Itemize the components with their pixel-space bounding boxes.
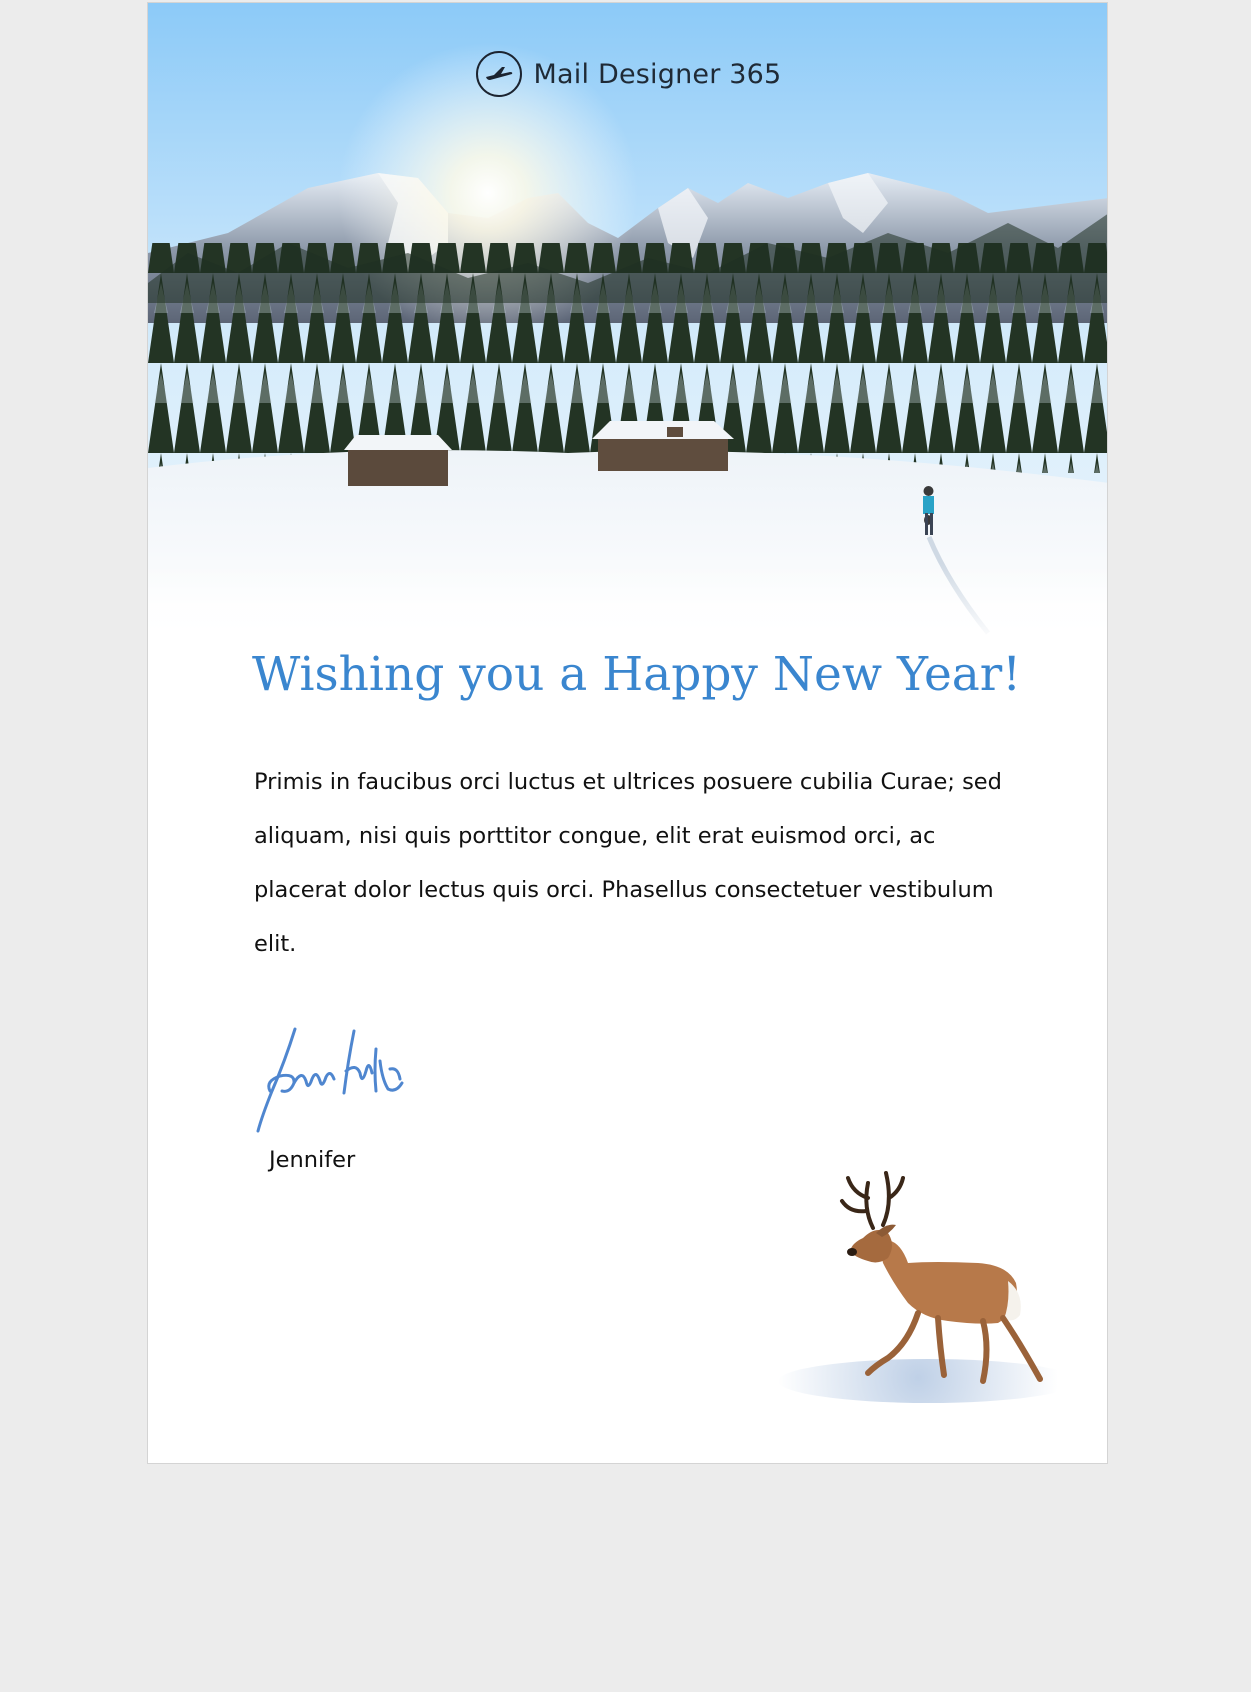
body-text: Primis in faucibus orci luctus et ultrices posuere cubilia Curae; sed aliquam, nisi quis porttitor congue, elit erat euismod orci, ac placerat dolor lectus quis orci. Phasellus consectetuer vestibulum elit.	[254, 769, 1002, 957]
hero-image	[148, 3, 1108, 643]
brand-header	[148, 51, 1108, 97]
signer-name: Jennifer	[269, 1147, 356, 1173]
email-card	[147, 2, 1108, 1464]
deer-in-snow-photo	[758, 1153, 1078, 1418]
brand-name: Mail Designer 365	[533, 58, 782, 90]
headline: Wishing you a Happy New Year!	[252, 647, 1022, 702]
handwritten-signature	[250, 1021, 420, 1141]
airplane-icon	[476, 51, 522, 97]
